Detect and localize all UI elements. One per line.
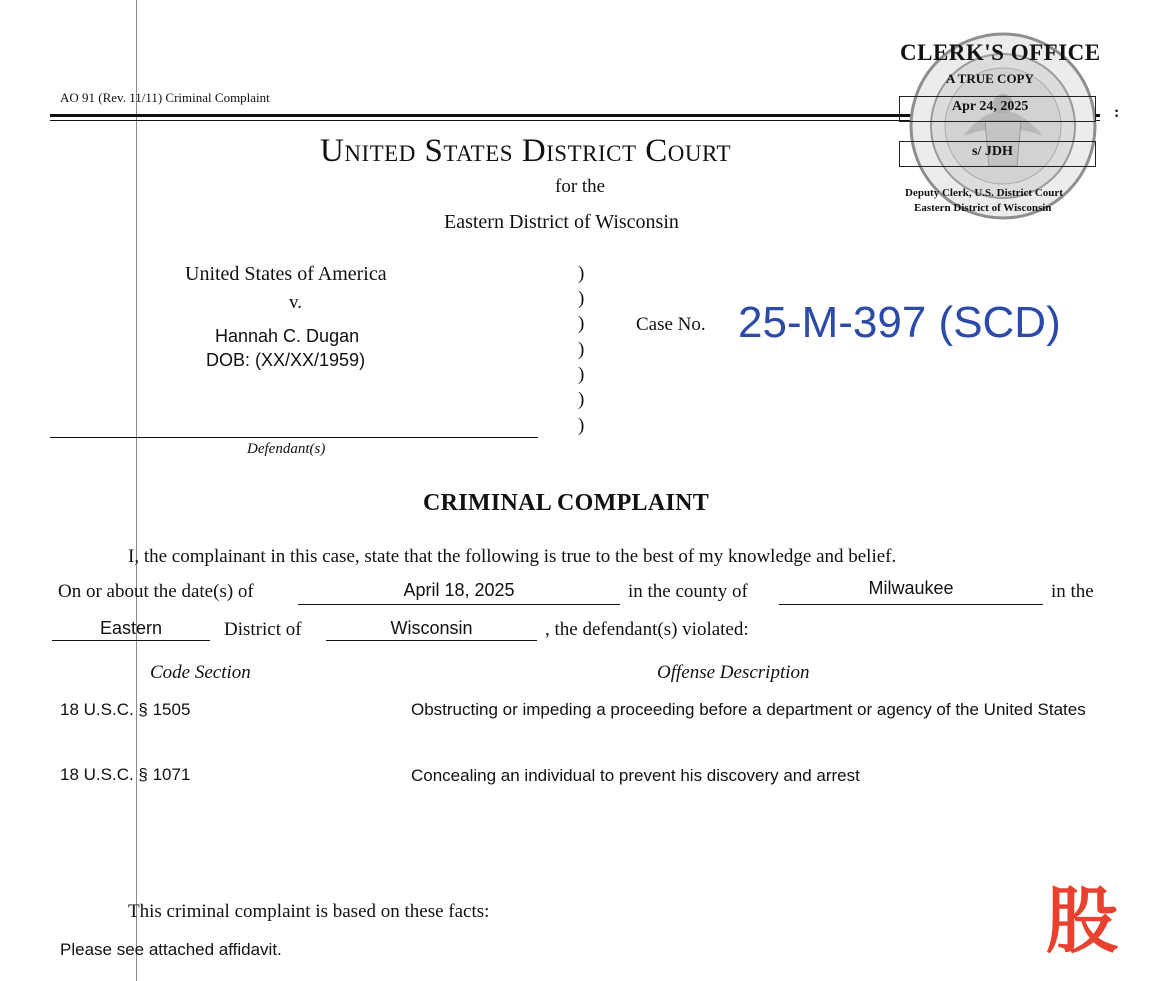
stamp-signature: s/ JDH xyxy=(972,144,1013,159)
date-prefix: On or about the date(s) of xyxy=(58,581,254,602)
stamp-title: CLERK'S OFFICE xyxy=(900,40,1101,65)
caption-paren: ) xyxy=(578,389,585,410)
caption-paren: ) xyxy=(578,288,585,309)
caption-rule xyxy=(50,437,538,438)
offense-code: 18 U.S.C. § 1071 xyxy=(60,765,191,784)
court-district: Eastern District of Wisconsin xyxy=(444,211,679,233)
caption-paren: ) xyxy=(578,313,585,334)
state-field-line xyxy=(326,640,537,641)
defendant-name: Hannah C. Dugan xyxy=(215,326,360,346)
stamp-date: Apr 24, 2025 xyxy=(952,99,1029,114)
stamp-true-copy: A TRUE COPY xyxy=(946,71,1034,86)
caption-paren: ) xyxy=(578,263,585,284)
offense-code: 18 U.S.C. § 1505 xyxy=(60,700,191,719)
court-for-the: for the xyxy=(555,176,606,197)
defendant-label: Defendant(s) xyxy=(247,441,326,457)
facts-body: Please see attached affidavit. xyxy=(60,940,282,959)
complaint-title: CRIMINAL COMPLAINT xyxy=(423,490,710,516)
defendant-dob: DOB: (XX/XX/1959) xyxy=(206,350,366,370)
watermark-logo: 股 xyxy=(1046,882,1119,962)
stamp-mark: : xyxy=(1114,104,1120,121)
plaintiff-name: United States of America xyxy=(185,263,387,285)
offense-description: Obstructing or impeding a proceeding before a department or agency of the United States xyxy=(411,700,1086,719)
versus-label: v. xyxy=(289,292,303,313)
caption-paren: ) xyxy=(578,415,585,436)
caption-paren: ) xyxy=(578,364,585,385)
form-identifier: AO 91 (Rev. 11/11) Criminal Complaint xyxy=(60,90,270,105)
county-suffix: in the xyxy=(1051,581,1094,602)
offense-description-header: Offense Description xyxy=(657,662,810,683)
date-field-line xyxy=(298,604,620,605)
attestation-text: I, the complainant in this case, state that the following is true to the best of my knowledge and belief. xyxy=(128,546,897,567)
county-field: Milwaukee xyxy=(868,578,954,598)
county-prefix: in the county of xyxy=(628,581,748,602)
district-field-line xyxy=(52,640,210,641)
county-field-line xyxy=(779,604,1043,605)
case-number: 25-M-397 (SCD) xyxy=(738,298,1061,347)
scan-margin-line xyxy=(136,0,137,981)
district-field: Eastern xyxy=(99,618,163,638)
state-field: Wisconsin xyxy=(390,618,473,638)
code-section-header: Code Section xyxy=(150,662,251,683)
stamp-clerk-line: Deputy Clerk, U.S. District Court xyxy=(905,187,1063,199)
date-field: April 18, 2025 xyxy=(403,580,515,600)
offense-description: Concealing an individual to prevent his discovery and arrest xyxy=(411,766,860,785)
district-of-label: District of xyxy=(224,619,302,640)
stamp-district-line: Eastern District of Wisconsin xyxy=(914,202,1052,214)
caption-paren: ) xyxy=(578,339,585,360)
court-title: United States District Court xyxy=(320,133,732,169)
case-number-label: Case No. xyxy=(636,314,706,335)
facts-intro: This criminal complaint is based on these facts: xyxy=(128,901,490,922)
violated-label: , the defendant(s) violated: xyxy=(545,619,749,640)
